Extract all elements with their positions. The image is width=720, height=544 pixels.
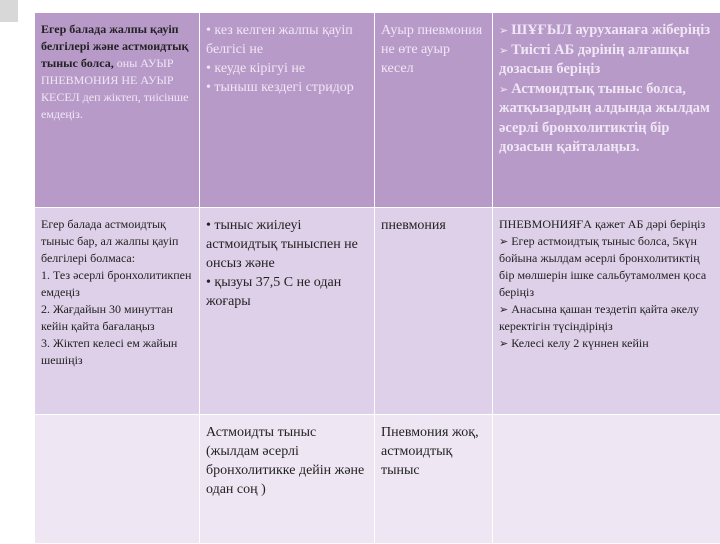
row1-treatment-list — [499, 21, 714, 158]
cell-row1-condition — [35, 13, 200, 208]
list-item: 1. Тез әсерлі бронхолитикпен емдеңіз — [41, 267, 193, 301]
table-row-severe — [35, 13, 720, 208]
row2-condition-list — [41, 216, 193, 369]
cell-row1-signs — [200, 13, 375, 208]
list-item: • тыныш кездегі стридор — [206, 78, 368, 97]
cell-row3-classification — [375, 415, 493, 544]
cell-row2-classification — [375, 208, 493, 415]
cell-row1-treatment — [493, 13, 720, 208]
list-item: • тыныс жиілеуі астмоидтық тыныспен не онсыз және — [206, 216, 368, 273]
list-item: 2. Жағдайын 30 минуттан кейін қайта бағалаңыз — [41, 301, 193, 335]
list-item: 3. Жіктеп келесі ем жайын шешіңіз — [41, 335, 193, 369]
row2-signs-list — [206, 216, 368, 311]
list-item: • қызуы 37,5 С не одан жоғары — [206, 273, 368, 311]
list-item: ➢ Анасына қашан тездетіп қайта әкелу керектігін түсіндіріңіз — [499, 301, 714, 335]
cell-row2-signs — [200, 208, 375, 415]
table-row-pneumonia — [35, 208, 720, 415]
arrow-bullet-icon: ➢ — [499, 235, 508, 248]
row2-classification-text: пневмония — [381, 216, 486, 235]
arrow-bullet-icon: ➢ — [499, 337, 508, 350]
cell-row2-condition — [35, 208, 200, 415]
row1-condition-text — [41, 21, 193, 123]
row2-treatment-header: ПНЕВМОНИЯҒА қажет АБ дәрі беріңіз — [499, 216, 714, 233]
slide-corner-mark — [0, 0, 18, 22]
list-item: ➢ Тиісті АБ дәрінің алғашқы дозасын беріңіз — [499, 41, 714, 80]
list-item: • кез келген жалпы қауіп белгісі не — [206, 21, 368, 59]
cell-row3-condition — [35, 415, 200, 544]
row1-condition-rest: оны АУЫР ПНЕВМОНИЯ НЕ АУЫР КЕСЕЛ деп жіктеп, тиісінше емдеңіз. — [41, 56, 188, 121]
cell-row3-treatment — [493, 415, 720, 544]
cell-row3-signs — [200, 415, 375, 544]
list-item: ➢ ШҰҒЫЛ ауруханаға жіберіңіз — [499, 21, 714, 41]
classification-table — [34, 12, 720, 544]
row1-signs-list — [206, 21, 368, 97]
cell-row1-classification — [375, 13, 493, 208]
row1-classification-text: Ауыр пневмония не өте ауыр кесел — [381, 21, 486, 78]
cell-row2-treatment — [493, 208, 720, 415]
list-item: ➢ Егер астмоидтық тыныс болса, 5күн бойына жылдам әсерлі бронхолитиктің бір мөлшерін ішке сальбутамолмен қоса беріңіз — [499, 233, 714, 301]
list-item: Егер балада астмоидтық тыныс бар, ал жалпы қауіп белгілері болмаса: — [41, 216, 193, 267]
arrow-bullet-icon: ➢ — [499, 303, 508, 316]
list-item: ➢ Келесі келу 2 күннен кейін — [499, 335, 714, 352]
arrow-bullet-icon: ➢ — [499, 44, 508, 57]
row3-signs-text: Астмоидты тыныс (жылдам әсерлі бронхолитикке дейін және одан соң ) — [206, 423, 368, 499]
arrow-bullet-icon: ➢ — [499, 83, 508, 96]
list-item: • кеуде кірігуі не — [206, 59, 368, 78]
row2-treatment-list — [499, 216, 714, 352]
list-item: ➢ Астмоидтық тыныс болса, жатқызардың алдында жылдам әсерлі бронхолитиктің бір дозасын қайталаңыз. — [499, 80, 714, 158]
row3-classification-text: Пневмония жоқ, астмоидтық тыныс — [381, 423, 486, 480]
arrow-bullet-icon: ➢ — [499, 24, 508, 37]
row1-condition-lead: Егер балада жалпы қауіп белгілері және астмоидтық тыныс болса, — [41, 22, 188, 70]
table-row-no-pneumonia — [35, 415, 720, 544]
slide-left-margin — [0, 22, 18, 540]
